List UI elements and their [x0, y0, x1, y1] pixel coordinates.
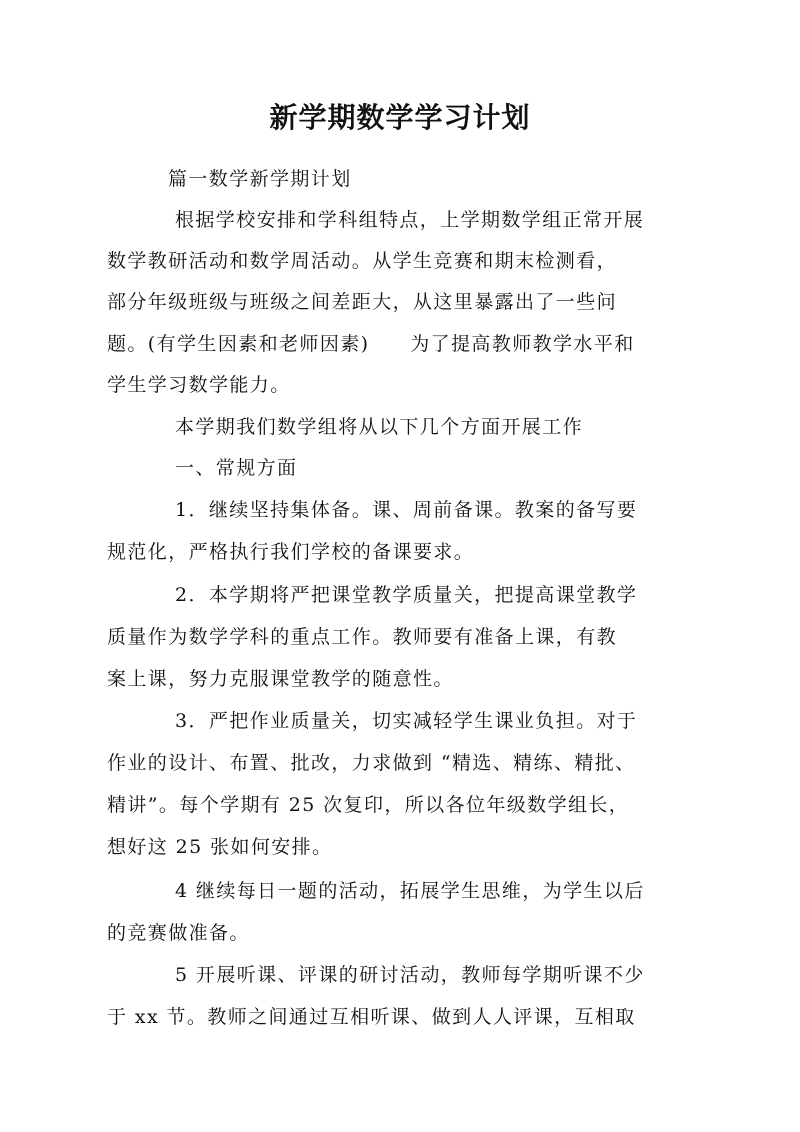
paragraph-line: 3．严把作业质量关，切实减轻学生课业负担。对于 [175, 710, 638, 732]
section-heading: 篇一数学新学期计划 [168, 168, 352, 190]
paragraph-line: 部分年级班级与班级之间差距大，从这里暴露出了一些问 [107, 291, 618, 313]
paragraph-line: 本学期我们数学组将从以下几个方面开展工作 [175, 416, 584, 438]
paragraph-line: 学生学习数学能力。 [107, 374, 291, 396]
paragraph-line: 作业的设计、布置、批改，力求做到 “精选、精练、精批、 [107, 752, 636, 774]
paragraph-line: 质量作为数学学科的重点工作。教师要有准备上课，有教 [107, 626, 618, 648]
paragraph-line: 数学教研活动和数学周活动。从学生竞赛和期末检测看， [107, 250, 618, 272]
paragraph-line: 题。(有学生因素和老师因素) 为了提高教师教学水平和 [107, 333, 635, 355]
paragraph-line: 5 开展听课、评课的研讨活动，教师每学期听课不少 [175, 964, 645, 986]
paragraph-line: 规范化，严格执行我们学校的备课要求。 [107, 541, 475, 563]
paragraph-line: 2．本学期将严把课堂教学质量关，把提高课堂教学 [175, 584, 638, 606]
paragraph-line: 根据学校安排和学科组特点，上学期数学组正常开展 [175, 209, 645, 231]
document-title: 新学期数学学习计划 [269, 101, 531, 134]
paragraph-line: 1．继续坚持集体备。课、周前备课。教案的备写要 [175, 499, 638, 521]
paragraph-line: 4 继续每日一题的活动，拓展学生思维，为学生以后 [175, 880, 645, 902]
paragraph-line: 想好这 25 张如何安排。 [107, 836, 333, 858]
paragraph-line: 的竞赛做准备。 [107, 922, 250, 944]
subheading: 一、常规方面 [175, 457, 298, 479]
paragraph-line: 案上课，努力克服课堂教学的随意性。 [107, 668, 454, 690]
paragraph-line: 精讲”。每个学期有 25 次复印，所以各位年级数学组长， [107, 794, 630, 816]
paragraph-line: 于 xx 节。教师之间通过互相听课、做到人人评课，互相取 [107, 1006, 636, 1028]
